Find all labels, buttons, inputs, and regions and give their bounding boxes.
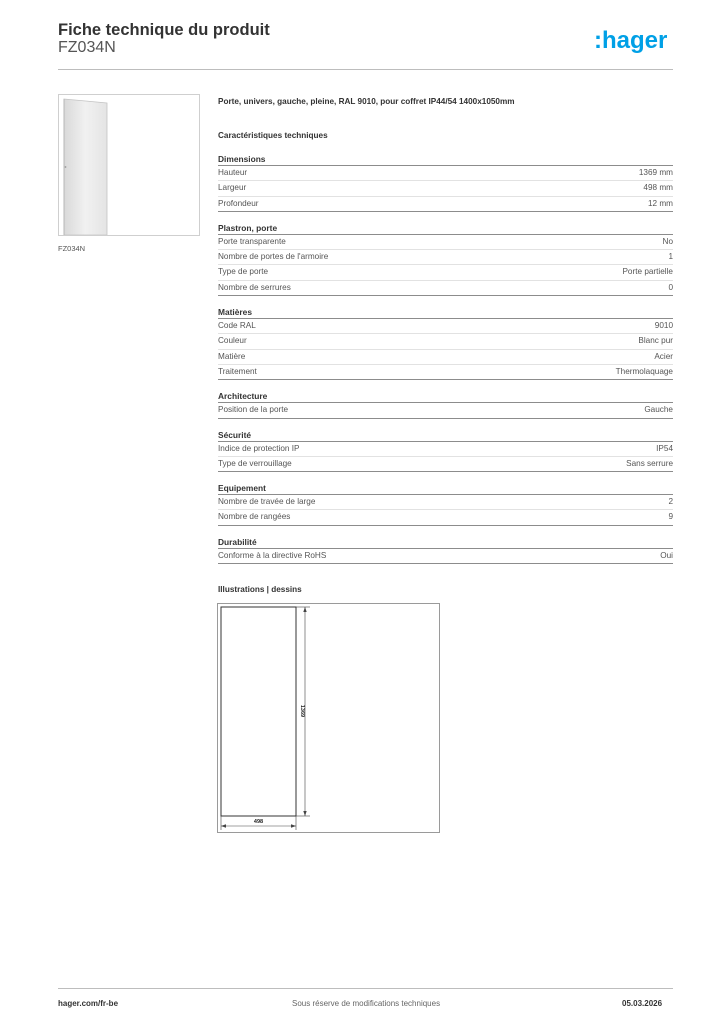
section-durabilite: [218, 532, 673, 564]
spec-row: [218, 265, 673, 280]
section-title: Architecture: [218, 386, 673, 403]
product-image: [58, 94, 200, 236]
spec-row: [218, 549, 673, 564]
door-outline: [221, 607, 296, 816]
spec-value: 0: [668, 282, 673, 292]
spec-label: Nombre de travée de large: [218, 497, 316, 507]
spec-row: [218, 457, 673, 472]
spec-value: 12 mm: [647, 198, 673, 208]
illustrations-heading: Illustrations | dessins: [218, 585, 302, 594]
section-title: Plastron, porte: [218, 218, 673, 235]
spec-value: Thermolaquage: [615, 366, 673, 376]
characteristics-heading: Caractéristiques techniques: [218, 131, 328, 140]
spec-label: Profondeur: [218, 198, 259, 208]
section-plastron-porte: [218, 218, 673, 296]
section-title: Equipement: [218, 478, 673, 495]
spec-row: [218, 281, 673, 296]
section-architecture: [218, 386, 673, 418]
spec-row: [218, 510, 673, 525]
spec-row: [218, 250, 673, 265]
hager-logo: [594, 26, 674, 56]
spec-value: Sans serrure: [626, 458, 673, 468]
section-dimensions: [218, 149, 673, 212]
section-title: Sécurité: [218, 425, 673, 442]
spec-value: 9010: [654, 321, 673, 331]
spec-label: Nombre de serrures: [218, 282, 291, 292]
spec-row: [218, 495, 673, 510]
spec-value: No: [662, 236, 673, 246]
height-dimension-label: 1369: [299, 704, 305, 718]
spec-value: 9: [668, 512, 673, 522]
spec-value: 1369 mm: [638, 168, 673, 177]
footer-divider: [58, 988, 673, 989]
spec-label: Traitement: [218, 366, 257, 376]
spec-row: [218, 166, 673, 181]
spec-row: [218, 181, 673, 196]
spec-label: Indice de protection IP: [218, 443, 300, 453]
spec-label: Conforme à la directive RoHS: [218, 550, 327, 560]
spec-value: 1: [668, 252, 673, 262]
specifications-table: [218, 149, 673, 570]
spec-label: Nombre de rangées: [218, 512, 291, 522]
width-dimension-label: 498: [253, 819, 264, 825]
footer-date: 05.03.2026: [622, 999, 663, 1008]
spec-label: Matière: [218, 351, 246, 361]
spec-value: Acier: [654, 351, 673, 361]
spec-value: IP54: [656, 443, 673, 453]
product-reference: FZ034N: [58, 39, 116, 56]
section-securite: [218, 425, 673, 473]
spec-value: Oui: [660, 550, 673, 560]
header-divider: [58, 69, 673, 70]
page-title: Fiche technique du produit: [58, 21, 270, 39]
spec-label: Type de verrouillage: [218, 458, 292, 468]
product-image-caption: FZ034N: [58, 244, 86, 253]
spec-value: Porte partielle: [622, 267, 673, 277]
section-matieres: [218, 302, 673, 380]
spec-label: Porte transparente: [218, 236, 286, 246]
logo-text: :hager: [594, 27, 668, 54]
section-title: Matières: [218, 302, 673, 319]
spec-row: [218, 334, 673, 349]
spec-value: 2: [668, 497, 673, 507]
spec-row: [218, 350, 673, 365]
spec-value: Blanc pur: [638, 336, 673, 346]
section-title: Dimensions: [218, 149, 673, 166]
spec-label: Code RAL: [218, 321, 256, 331]
dimension-drawing: [217, 603, 440, 833]
product-description: Porte, univers, gauche, pleine, RAL 9010, pour coffret IP44/54 1400x1050mm: [218, 97, 515, 106]
section-equipement: [218, 478, 673, 526]
section-title: Durabilité: [218, 532, 673, 549]
spec-label: Position de la porte: [218, 405, 289, 415]
footer-disclaimer: Sous réserve de modifications techniques: [292, 999, 441, 1008]
spec-label: Couleur: [218, 336, 247, 346]
spec-row: [218, 403, 673, 418]
spec-row: [218, 365, 673, 380]
spec-value: 498 mm: [643, 183, 673, 193]
spec-row: [218, 235, 673, 250]
spec-label: Hauteur: [218, 168, 248, 177]
spec-label: Type de porte: [218, 267, 269, 277]
spec-label: Largeur: [218, 183, 247, 193]
footer-website-link[interactable]: hager.com/fr-be: [58, 999, 119, 1008]
spec-row: [218, 197, 673, 212]
spec-row: [218, 442, 673, 457]
spec-value: Gauche: [644, 405, 673, 415]
spec-row: [218, 319, 673, 334]
spec-label: Nombre de portes de l'armoire: [218, 252, 329, 262]
